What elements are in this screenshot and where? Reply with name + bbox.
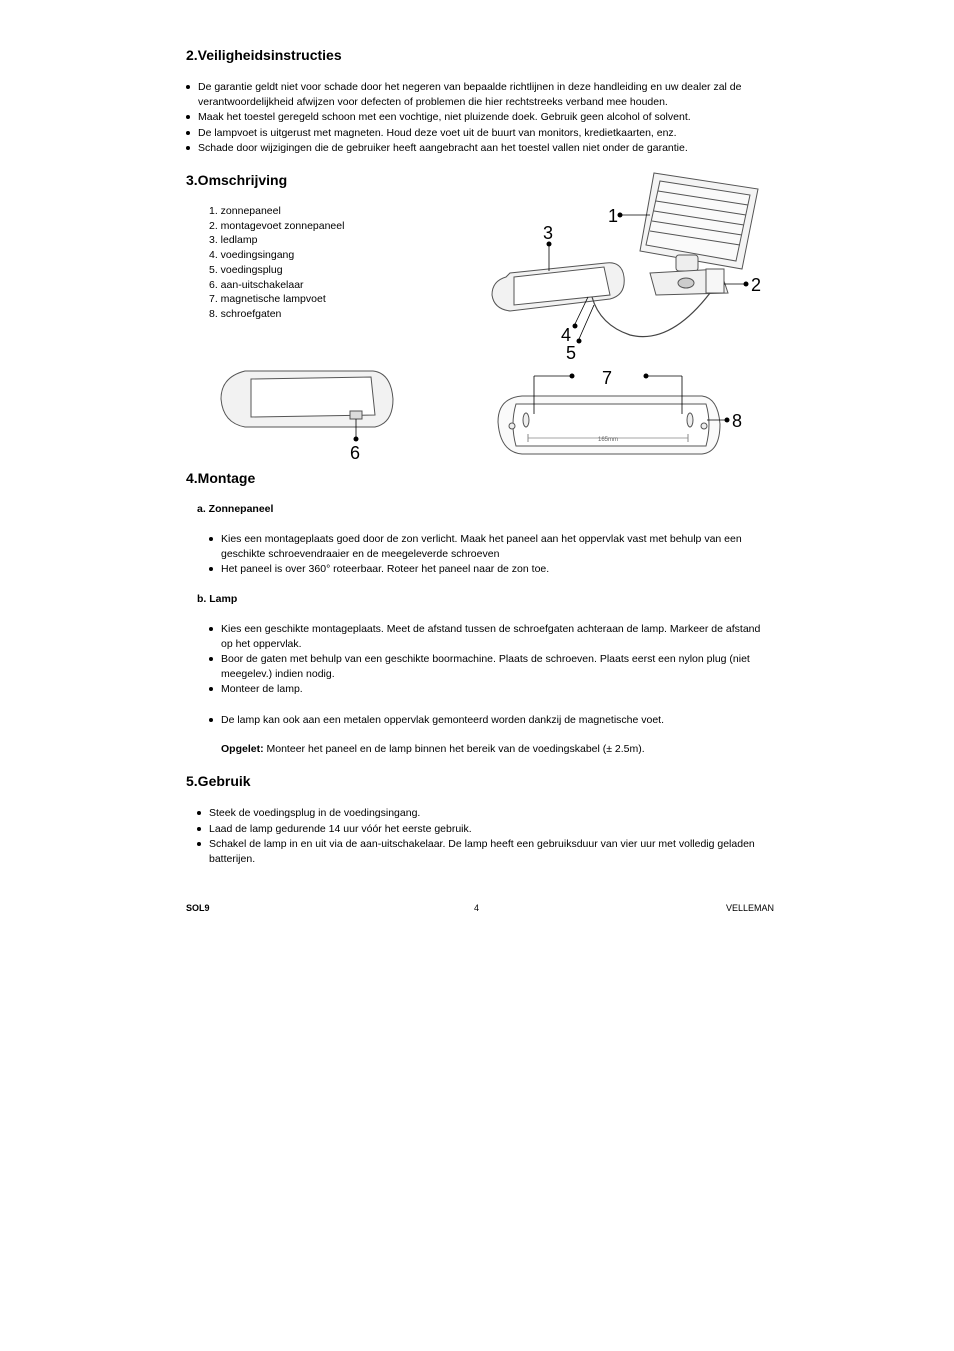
list-item: Schakel de lamp in en uit via de aan-uitschakelaar. De lamp heeft een gebruiksduur van vier uur met volledig geladen batterijen. [197,837,765,866]
subheading-panel: a. Zonnepaneel [197,503,274,515]
callout-2: 2 [751,275,762,295]
list-item: De garantie geldt niet voor schade door het negeren van bepaalde richtlijnen in deze handleiding en uw dealer zal de verantwoordelijkheid afwijzen voor defecten of problemen die hier rechtstreeks verband mee houden. [186,80,766,109]
section-title-safety: 2.Veiligheidsinstructies [186,47,342,63]
list-item: Steek de voedingsplug in de voedingsingang. [197,806,765,821]
note-label: Opgelet: [221,743,264,755]
footer-model: SOL9 [186,903,210,913]
callout-6: 6 [350,443,361,463]
mounting-note [221,743,766,755]
list-item: Het paneel is over 360° roteerbaar. Roteer het paneel naar de zon toe. [209,562,764,577]
list-item: 3. ledlamp [209,234,258,247]
section-title-mounting: 4.Montage [186,470,256,486]
section-title-description: 3.Omschrijving [186,172,288,188]
lamp-list [209,622,764,698]
list-item: 2. montagevoet zonnepaneel [209,219,345,232]
list-item: De lampvoet is uitgerust met magneten. Houd deze voet uit de buurt van monitors, kredietkaarten, enz. [186,126,766,141]
list-item: Schade door wijzigingen die de gebruiker heeft aangebracht aan het toestel vallen niet onder de garantie. [186,141,766,156]
callout-3: 3 [543,223,554,243]
solar-lamp-illustration [480,165,780,365]
footer-brand: VELLEMAN [726,903,775,913]
list-item: 7. magnetische lampvoet [209,293,326,306]
callout-5: 5 [566,343,577,363]
list-item: Kies een geschikte montageplaats. Meet de afstand tussen de schroefgaten achteraan de lamp. Markeer de afstand op het oppervlak. [209,622,764,651]
led-lamp-drawing [492,263,624,311]
lamp-back-illustration [492,362,757,462]
subheading-lamp: b. Lamp [197,593,238,605]
list-item: Monteer de lamp. [209,682,764,697]
lamp-extra-list [209,713,764,729]
footer-page-number: 4 [474,903,480,913]
list-item: 4. voedingsingang [209,249,295,262]
parts-list [209,204,409,322]
list-item: Maak het toestel geregeld schoon met een vochtige, niet pluizende doek. Gebruik geen alcohol of solvent. [186,110,766,125]
note-text: Monteer het paneel en de lamp binnen het bereik van de voedingskabel (± 2.5m). [263,743,645,755]
list-item: Laad de lamp gedurende 14 uur vóór het eerste gebruik. [197,822,765,837]
list-item: De lamp kan ook aan een metalen oppervlak gemonteerd worden dankzij de magnetische voet. [209,713,764,728]
list-item: Boor de gaten met behulp van een geschikte boormachine. Plaats de schroeven. Plaats eerst een nylon plug (niet meegelev.) indien nodig. [209,652,764,681]
usage-list [197,806,765,867]
callout-8: 8 [732,411,743,431]
list-item: 5. voedingsplug [209,263,283,276]
safety-list [186,80,766,157]
solar-panel-drawing [640,173,758,295]
callout-4: 4 [561,325,572,345]
list-item: 1. zonnepaneel [209,205,281,217]
list-item: 8. schroefgaten [209,307,282,320]
list-item: 6. aan-uitschakelaar [209,278,304,291]
callout-7: 7 [602,368,613,388]
list-item: Kies een montageplaats goed door de zon verlicht. Maak het paneel aan het oppervlak vast met behulp van een geschikte schroevendraaier en de meegeleverde schroeven [209,532,764,561]
dimension-label: 165mm [598,437,619,443]
panel-list [209,532,764,578]
lamp-switch-illustration [215,365,405,465]
callout-1: 1 [608,206,619,226]
section-title-usage: 5.Gebruik [186,773,251,789]
